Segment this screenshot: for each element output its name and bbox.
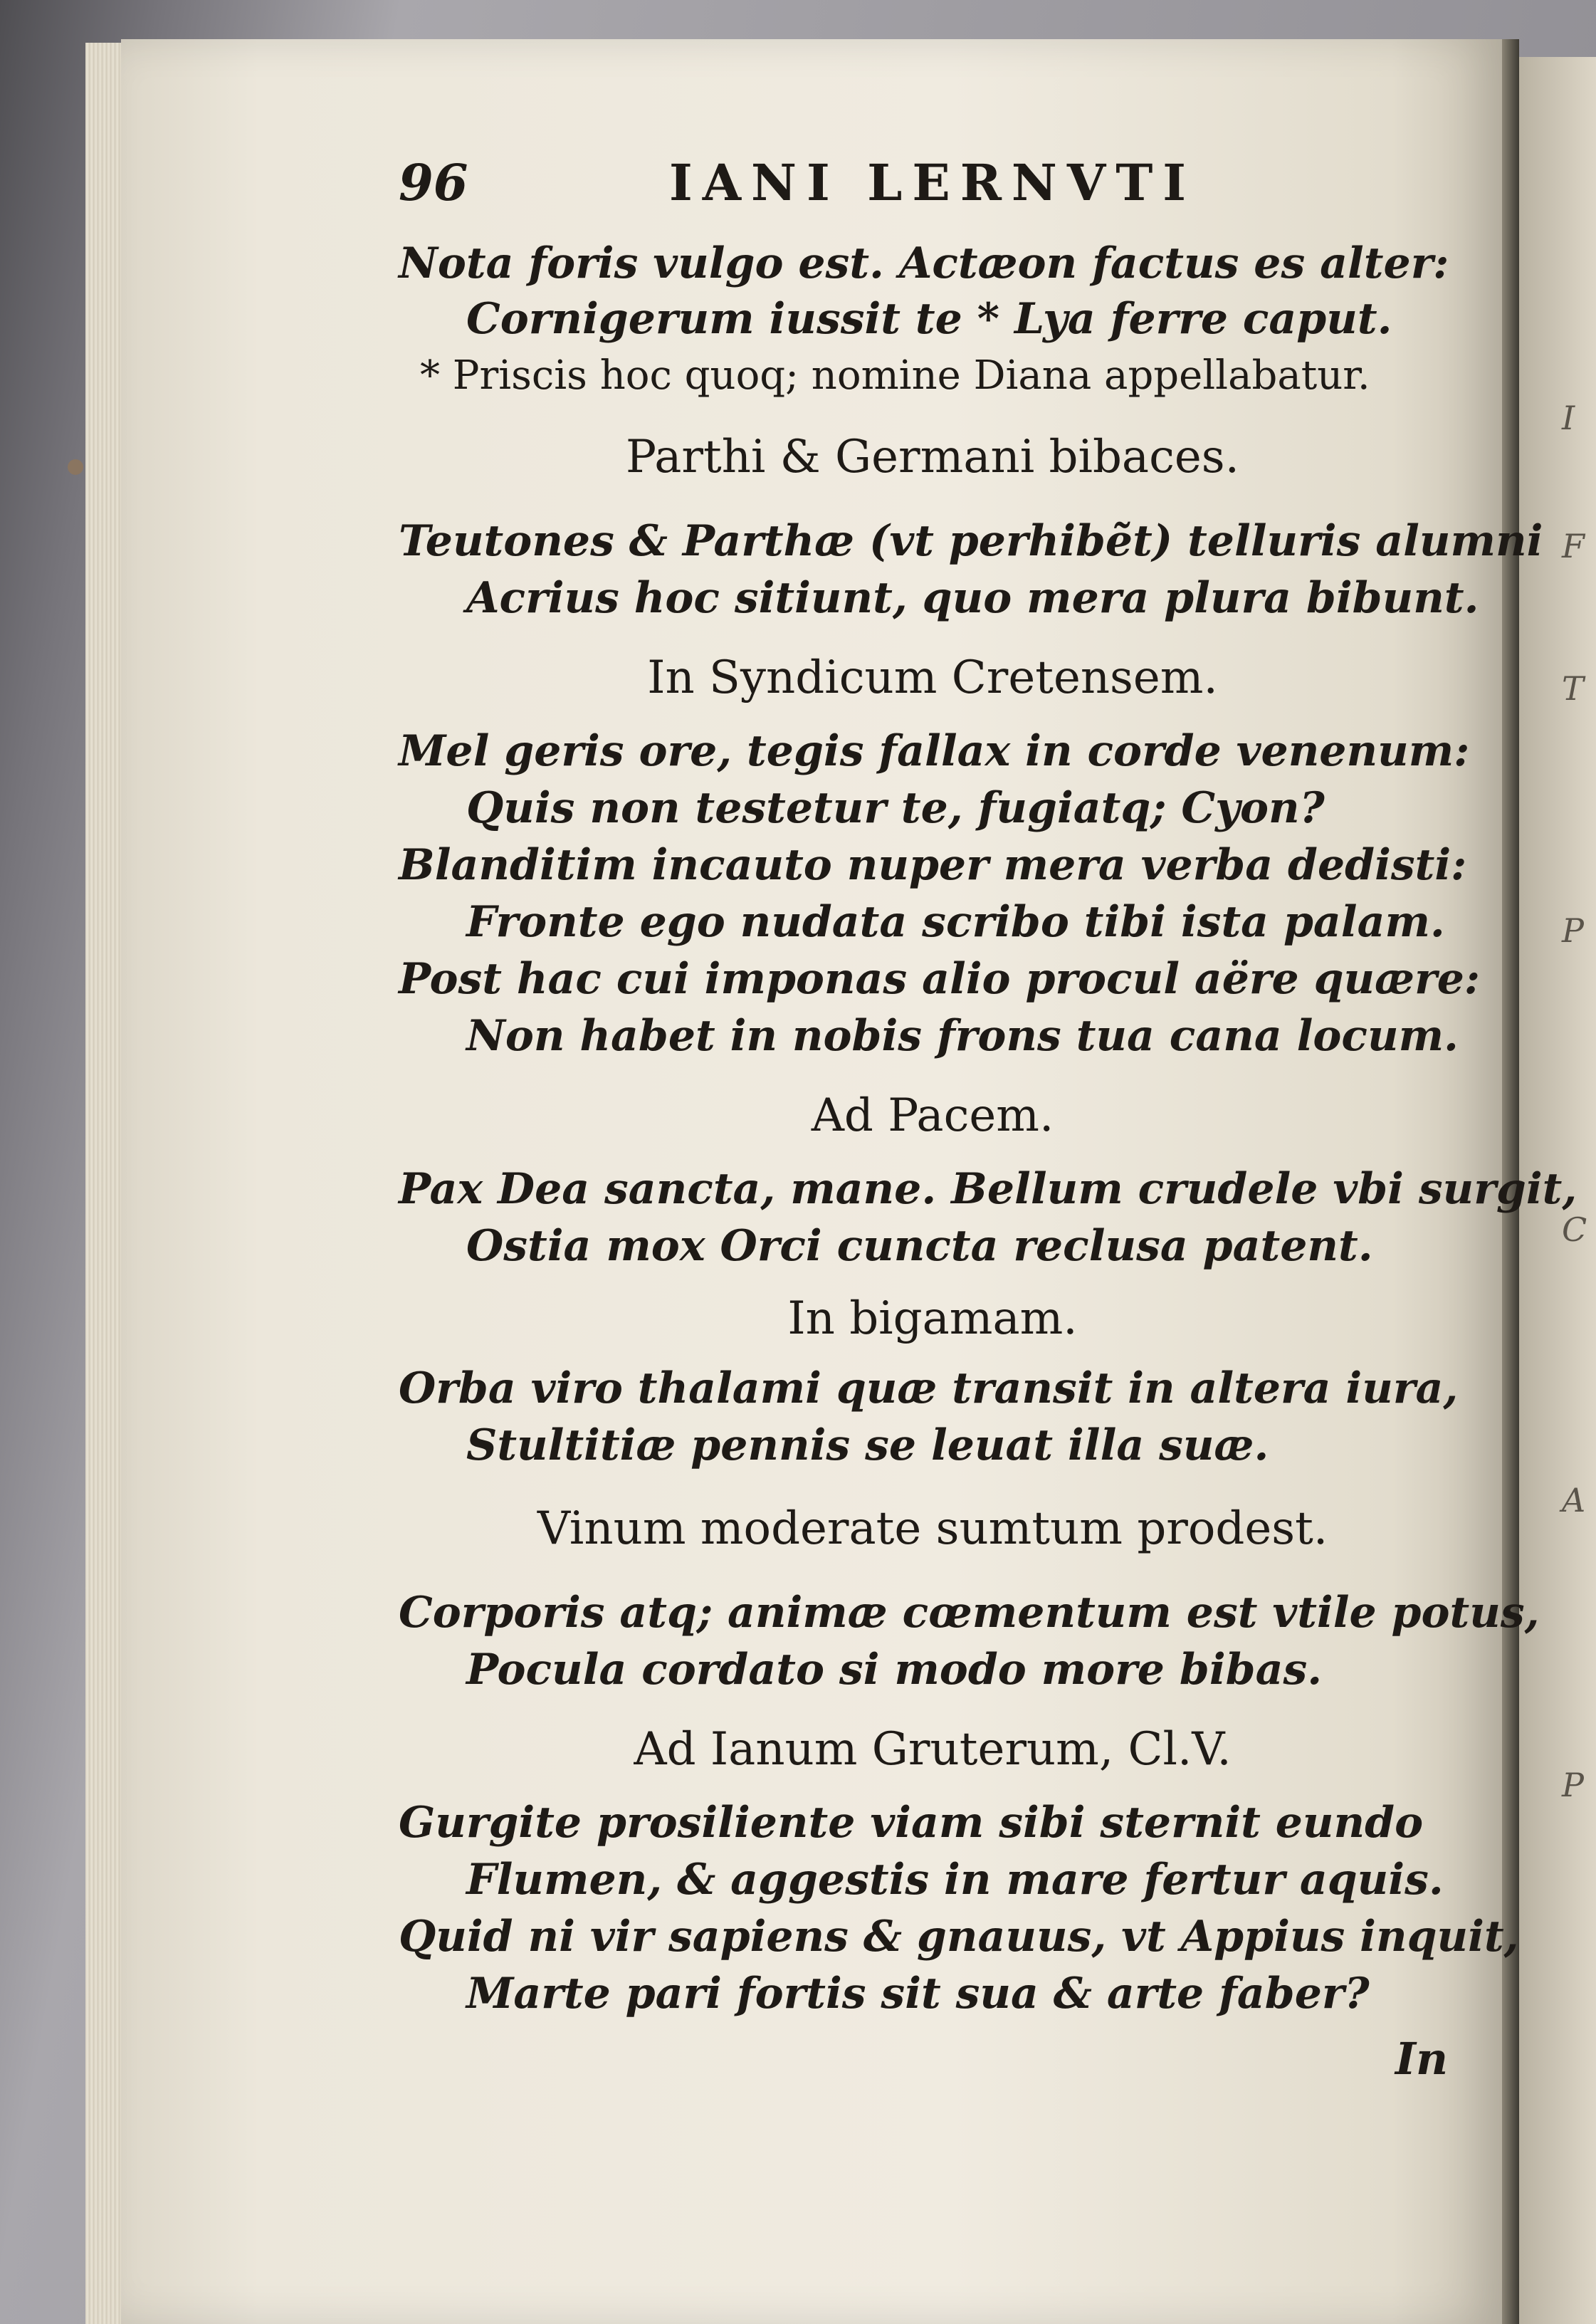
poem-title: Vinum moderate sumtum prodest. (537, 1502, 1328, 1555)
verse-line: Non habet in nobis frons tua cana locum. (466, 1011, 1459, 1061)
facing-page-fragment: T (1562, 669, 1584, 708)
verse-line: Quid ni vir sapiens & gnauus, vt Appius inquit, (399, 1912, 1519, 1962)
verse-line: Orba viro thalami quæ transit in altera iura, (399, 1363, 1459, 1413)
verse-line: Post hac cui imponas alio procul aëre quære: (399, 954, 1481, 1004)
facing-page-fragment: P (1562, 1766, 1584, 1804)
page-stain (68, 459, 83, 475)
facing-page-fragment: F (1562, 527, 1585, 565)
verse-line: Teutones & Parthæ (vt perhibẽt) telluris alumni (399, 516, 1543, 566)
verse-line: Ostia mox Orci cuncta reclusa patent. (466, 1221, 1373, 1271)
verse-line: Blanditim incauto nuper mera verba dedisti: (399, 840, 1467, 890)
facing-page-fragment: P (1562, 911, 1584, 950)
facing-page-fragment: A (1562, 1481, 1586, 1519)
running-head: IANI LERNVTI (669, 153, 1197, 212)
verse-line: Gurgite prosiliente viam sibi sternit eundo (399, 1798, 1424, 1848)
facing-page-fragment: I (1562, 399, 1575, 437)
poem-title: Ad Pacem. (811, 1089, 1054, 1142)
verse-line: Marte pari fortis sit sua & arte faber? (466, 1969, 1370, 2019)
poem-title: Ad Ianum Gruterum, Cl.V. (634, 1723, 1232, 1776)
running-header (399, 146, 1466, 224)
verse-line: Nota foris vulgo est. Actæon factus es alter: (399, 239, 1449, 288)
verse-line: Acrius hoc sitiunt, quo mera plura bibunt. (466, 573, 1479, 623)
catchword: In (1395, 2033, 1449, 2085)
poem-title: Parthi & Germani bibaces. (626, 431, 1239, 483)
verse-line: Mel geris ore, tegis fallax in corde venenum: (399, 726, 1470, 776)
facing-page-fragment: C (1562, 1210, 1587, 1249)
verse-line: Stultitiæ pennis se leuat illa suæ. (466, 1420, 1269, 1470)
verse-line: Cornigerum iussit te * Lya ferre caput. (466, 294, 1392, 344)
verse-line: Corporis atq; animæ cœmentum est vtile potus, (399, 1588, 1540, 1638)
footnote: * Priscis hoc quoq; nomine Diana appellabatur. (420, 352, 1370, 399)
verse-line: Quis non testetur te, fugiatq; Cyon? (466, 783, 1325, 833)
page-number: 96 (399, 153, 468, 212)
verse-line: Pax Dea sancta, mane. Bellum crudele vbi surgit, (399, 1164, 1577, 1214)
verse-line: Fronte ego nudata scribo tibi ista palam. (466, 897, 1445, 947)
verse-line: Flumen, & aggestis in mare fertur aquis. (466, 1855, 1444, 1905)
verse-line: Pocula cordato si modo more bibas. (466, 1645, 1323, 1695)
poem-title: In bigamam. (787, 1292, 1078, 1345)
poem-title: In Syndicum Cretensem. (647, 651, 1218, 704)
